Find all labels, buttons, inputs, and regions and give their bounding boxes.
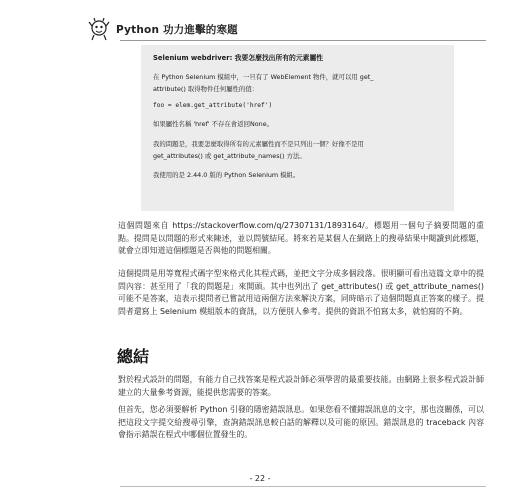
quote-line: 我使用的是 2.44.0 版的 Python Selenium 模組。 (153, 171, 300, 179)
quoted-question-box (141, 45, 454, 211)
running-header (86, 18, 486, 40)
quote-code: foo = elem.get_attribute('href') (153, 102, 273, 109)
page-number: - 22 - (249, 474, 271, 483)
paragraph: 但首先，您必須要解析 Python 引發的隱密錯誤訊息。如果您看不懂錯誤訊息的文字，那也沒關係，可以把這段文字提交給搜尋引擎，查詢錯誤訊息較白話的解釋以及可能的原因。錯誤訊息的 traceback 內容會指示錯誤在程式中哪個位置發生的。 (118, 405, 484, 440)
header-title: Python 功力進擊的寒題 (116, 23, 238, 36)
quote-line: 在 Python Selenium 模組中，一旦有了 WebElement 物件，就可以用 get_ (153, 73, 374, 81)
paragraph: 這個問題來自 https://stackoverflow.com/q/27307131/1893164/。標題用一個句子摘要問題的重點。提問是以問題的形式來陳述，並以問號結尾。將來若是某個人在網路上的搜尋結果中閱讀到此標題，就會立即知道這個標題是否與他的問題相關。 (118, 221, 484, 256)
quote-line: attribute() 取得物件任何屬性的值： (153, 85, 259, 93)
quote-line: get_attributes() 或 get_attribute_names() 方法。 (153, 152, 306, 160)
quote-line: 我的問題是，我要怎麼取得所有的元素屬性而不是只列出一個？好像不是用 (153, 140, 364, 148)
quote-title: Selenium webdriver: 我要怎麼找出所有的元素屬性 (153, 54, 324, 62)
quote-line: 如果屬性名稱 'href' 不存在會返回None。 (153, 120, 274, 128)
header-rule (120, 40, 486, 41)
paragraph: 對於程式設計的問題，有能力自己找答案是程式設計師必須學習的最重要技能。由網路上很多程式設計師建立的大量參考資源，能提供您需要的答案。 (118, 375, 484, 397)
paragraph: 這個提問是用等寬程式碼字型來格式化其程式碼，並把文字分成多個段落。很明顯可看出這篇文章中的提問內容：甚至用了「我的問題是」來開頭。其中也列出了 get_attributes() 或 get_attribute_names() 可能不是答案，這表示提問者已嘗試用這兩個方法來解決方案，同時暗示了這個問題真正答案的樣子。提問者還寫上 Selenium 模組版本的資訊，以方便別人參考。提供的資訊不怕寫太多，就怕寫的不夠。 (118, 269, 484, 316)
mascot-logo-icon (86, 17, 112, 41)
footer-rule (120, 486, 486, 487)
section-heading: 總結 (117, 347, 150, 366)
